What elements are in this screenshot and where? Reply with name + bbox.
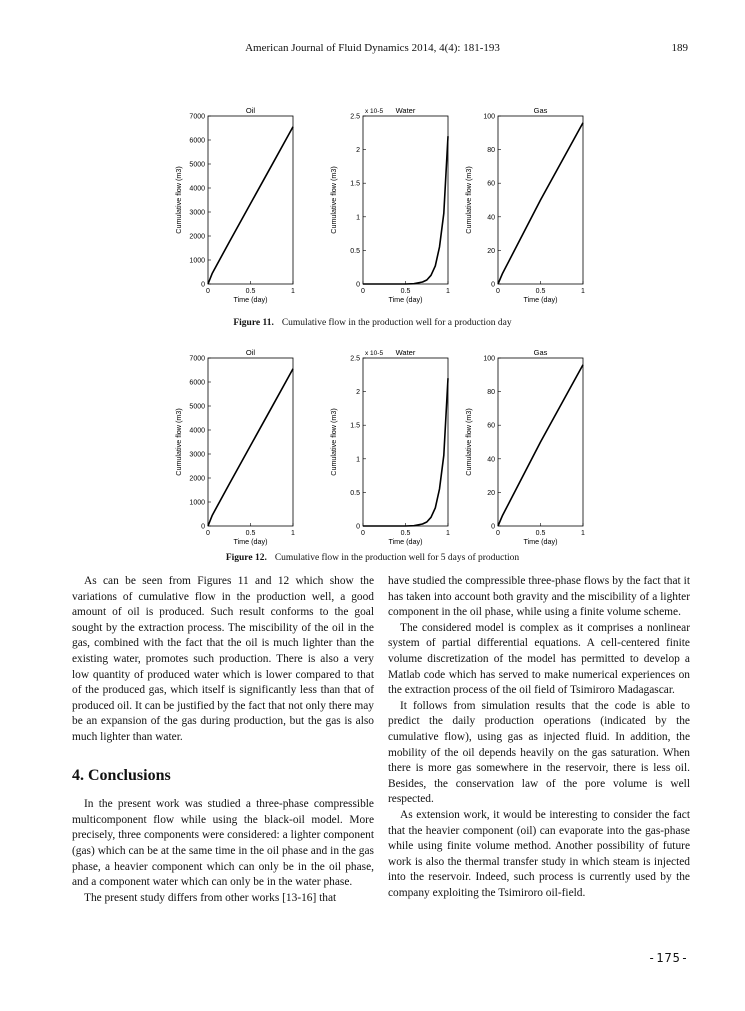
y-tick-label: 80: [487, 389, 495, 397]
y-axis-label: Cumulative flow (m3): [329, 408, 338, 476]
y-tick-label: 60: [487, 180, 495, 188]
figure-12-caption-text: Cumulative flow in the production well for 5 days of production: [274, 553, 520, 563]
chart-title: Water: [395, 106, 416, 115]
y-tick-label: 2.5: [350, 113, 360, 121]
paragraph: In the present work was studied a three-phase compressible multicomponent flow while using the black-oil model. More precisely, three components were considered: a lighter component (gas) which can be at the same time in the oil phase and in the gas phase, a heavier component which can only be in the oil phase, and a component water which can only be in the water phase.: [72, 798, 374, 889]
y-tick-label: 20: [487, 247, 495, 255]
figure-12-caption: [0, 553, 745, 563]
x-tick-label: 0.5: [535, 288, 546, 295]
y-tick-label: 1000: [189, 257, 205, 265]
x-tick-label: 0.5: [535, 530, 546, 537]
chart-oil-fig12: [174, 348, 295, 546]
chart-gas-fig12: [464, 348, 585, 546]
y-tick-label: 0: [356, 281, 360, 289]
x-tick-label: 1: [446, 530, 450, 537]
y-tick-label: 5000: [189, 161, 205, 169]
y-tick-label: 1000: [189, 499, 205, 507]
y-tick-label: 3000: [189, 209, 205, 217]
y-tick-label: 0: [201, 523, 205, 531]
chart-title: Gas: [533, 106, 548, 115]
page-number: 189: [671, 42, 688, 54]
y-tick-label: 0.5: [350, 247, 360, 255]
left-column: [72, 574, 374, 906]
x-tick-label: 0: [496, 288, 500, 295]
paragraph: As can be seen from Figures 11 and 12 which show the variations of cumulative flow in the production well, a good amount of oil is produced. Such result conforms to the goal sought by the extraction process. The miscibility of the oil in the gas, combined with the fact that the oil is much lighter than the existing water, promotes such production. There is also a very low quantity of produced water which is lower compared to that of the produced gas, which itself is significantly less than that of produced oil. It can be justified by the fact that not only there may be an expansion of the gas during production, but the gas is also much lighter than water.: [72, 575, 374, 743]
x-tick-label: 1: [581, 288, 585, 295]
y-tick-label: 0.5: [350, 489, 360, 497]
y-tick-label: 6000: [189, 379, 205, 387]
figure-12-charts: [160, 340, 600, 546]
y-tick-label: 2.5: [350, 355, 360, 363]
y-tick-label: 40: [487, 456, 495, 464]
y-tick-label: 5000: [189, 403, 205, 411]
plot-frame: [363, 116, 448, 284]
figure-11-caption: [0, 318, 745, 328]
figure-12: [160, 340, 600, 546]
y-tick-label: 2000: [189, 233, 205, 241]
x-tick-label: 0.5: [400, 288, 411, 295]
x-tick-label: 0.5: [245, 288, 256, 295]
y-tick-label: 60: [487, 422, 495, 430]
y-tick-label: 1: [356, 214, 360, 222]
x-tick-label: 1: [581, 530, 585, 537]
chart-title: Water: [395, 348, 416, 357]
x-tick-label: 0.5: [245, 530, 256, 537]
y-tick-label: 100: [483, 113, 495, 121]
y-axis-label: Cumulative flow (m3): [174, 166, 183, 234]
figure-11-caption-text: Cumulative flow in the production well for a production day: [281, 318, 512, 328]
y-tick-label: 0: [491, 523, 495, 531]
x-axis-label: Time (day): [523, 537, 558, 546]
data-series-line: [208, 369, 293, 526]
data-series-line: [363, 136, 448, 284]
figure-11: [160, 98, 600, 310]
chart-title: Oil: [245, 348, 256, 357]
y-tick-label: 20: [487, 489, 495, 497]
y-tick-label: 0: [491, 281, 495, 289]
y-axis-label: Cumulative flow (m3): [464, 408, 473, 476]
y-axis-label: Cumulative flow (m3): [174, 408, 183, 476]
chart-water-fig11: [329, 106, 450, 304]
x-axis-label: Time (day): [388, 537, 423, 546]
paragraph: The considered model is complex as it comprises a nonlinear system of partial differential equations. A cell-centered finite volume discretization of the model has permitted to develop a Matlab code which has served to make numerical experiences on the extraction process of the oil field of Tsimiroro Madagascar.: [388, 621, 690, 697]
y-axis-label: Cumulative flow (m3): [329, 166, 338, 234]
y-tick-label: 1.5: [350, 180, 360, 188]
y-tick-label: 2000: [189, 475, 205, 483]
right-column: [388, 574, 690, 901]
y-tick-label: 1: [356, 456, 360, 464]
x-axis-label: Time (day): [388, 295, 423, 304]
y-axis-label: Cumulative flow (m3): [464, 166, 473, 234]
y-tick-label: 6000: [189, 137, 205, 145]
y-tick-label: 3000: [189, 451, 205, 459]
x-axis-label: Time (day): [523, 295, 558, 304]
figure-11-label: Figure 11.: [233, 318, 274, 328]
x-tick-label: 0: [206, 530, 210, 537]
x-tick-label: 0: [496, 530, 500, 537]
y-tick-label: 2: [356, 389, 360, 397]
chart-oil-fig11: [174, 106, 295, 304]
chart-water-fig12: [329, 348, 450, 546]
y-tick-label: 2: [356, 147, 360, 155]
chart-title: Gas: [533, 348, 548, 357]
y-tick-label: 4000: [189, 185, 205, 193]
chart-title: Oil: [245, 106, 256, 115]
x-axis-label: Time (day): [233, 295, 268, 304]
y-tick-label: 40: [487, 214, 495, 222]
x-tick-label: 0: [361, 288, 365, 295]
data-series-line: [208, 127, 293, 284]
y-tick-label: 7000: [189, 355, 205, 363]
paragraph: have studied the compressible three-phase flows by the fact that it has taken into account both gravity and the miscibility of a lighter component in the oil phase, while using a finite volume scheme.: [388, 575, 690, 619]
axis-exponent: x 10-5: [365, 350, 384, 357]
figure-12-label: Figure 12.: [225, 553, 267, 563]
x-tick-label: 1: [291, 288, 295, 295]
y-tick-label: 100: [483, 355, 495, 363]
y-tick-label: 0: [356, 523, 360, 531]
x-tick-label: 0.5: [400, 530, 411, 537]
paragraph: The present study differs from other works [13-16] that: [84, 891, 337, 904]
page-footer-number: -175-: [648, 951, 690, 965]
y-tick-label: 0: [201, 281, 205, 289]
data-series-line: [498, 123, 583, 284]
x-tick-label: 1: [446, 288, 450, 295]
x-tick-label: 1: [291, 530, 295, 537]
chart-gas-fig11: [464, 106, 585, 304]
data-series-line: [363, 378, 448, 526]
x-axis-label: Time (day): [233, 537, 268, 546]
plot-frame: [363, 358, 448, 526]
y-tick-label: 7000: [189, 113, 205, 121]
y-tick-label: 1.5: [350, 422, 360, 430]
y-tick-label: 4000: [189, 427, 205, 435]
figure-11-charts: [160, 98, 600, 310]
x-tick-label: 0: [361, 530, 365, 537]
paragraph: It follows from simulation results that the code is able to predict the daily production operations (indicated by the cumulative flow), using gas as injected fluid. In addition, the mobility of the oil depends heavily on the gas saturation. When there is more gas somewhere in the reservoir, there is less oil. Besides, the conservation law of the pore volume is well respected.: [388, 699, 690, 806]
axis-exponent: x 10-5: [365, 108, 384, 115]
data-series-line: [498, 365, 583, 526]
journal-citation: American Journal of Fluid Dynamics 2014, 4(4): 181-193: [245, 42, 500, 54]
section-heading-conclusions: 4. Conclusions: [72, 766, 171, 784]
paragraph: As extension work, it would be interesting to consider the fact that the heavier component (oil) can evaporate into the gas-phase while using finite volume method. Another possibility of future work is also the thermal transfer study in which steam is injected into the reservoir. Indeed, such process is currently used by the company exploiting the Tsimiroro oil-field.: [388, 808, 690, 899]
x-tick-label: 0: [206, 288, 210, 295]
y-tick-label: 80: [487, 147, 495, 155]
